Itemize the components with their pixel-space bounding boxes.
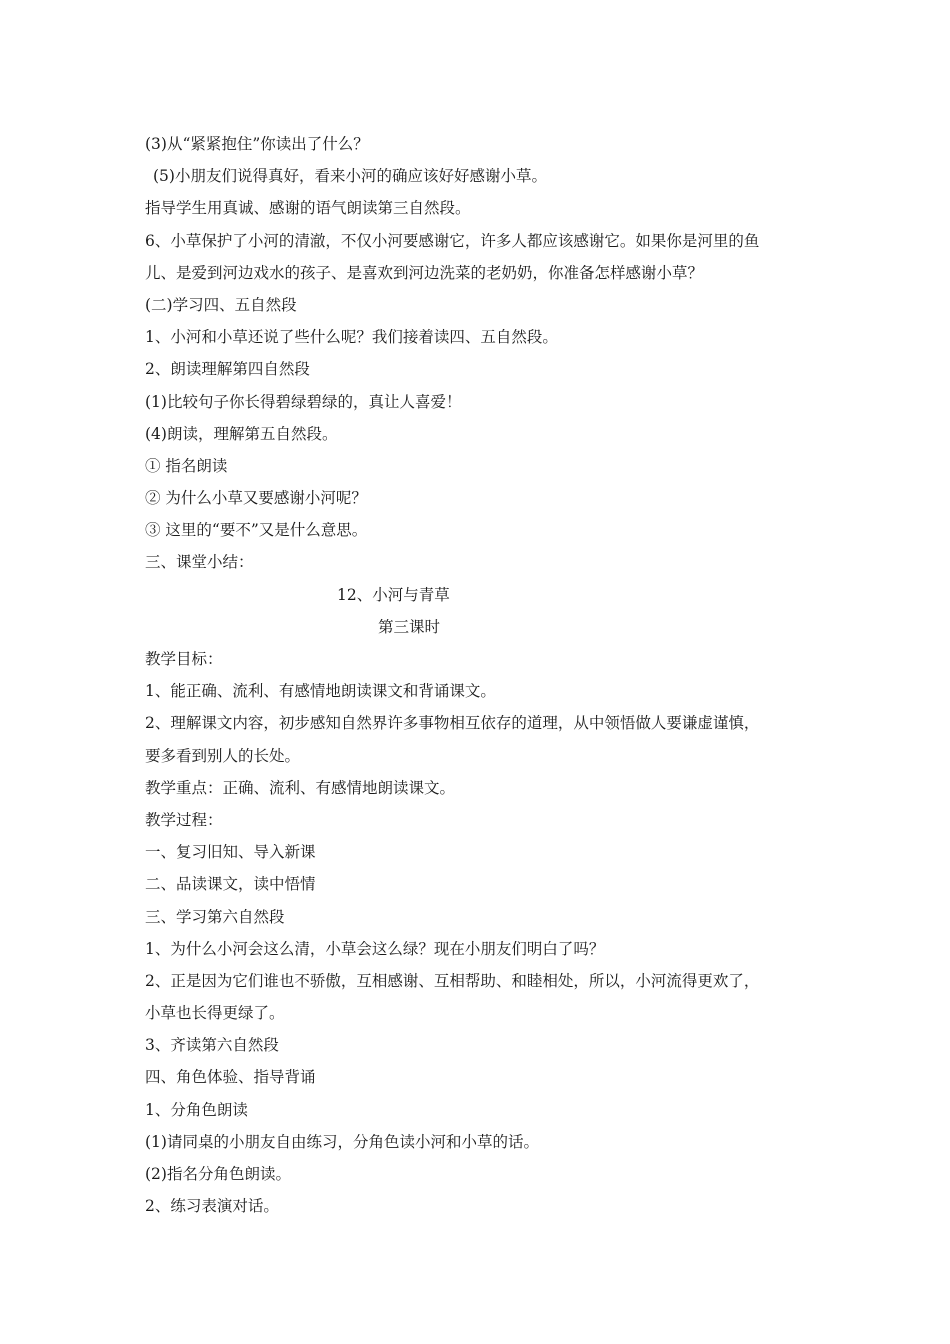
text-line: 小草也长得更绿了。 xyxy=(145,1004,285,1023)
text-line: 2、正是因为它们谁也不骄傲，互相感谢、互相帮助、和睦相处，所以，小河流得更欢了， xyxy=(145,971,760,990)
text-line: (2)指名分角色朗读。 xyxy=(145,1165,291,1183)
text-line: 1、小河和小草还说了些什么呢？我们接着读四、五自然段。 xyxy=(145,328,558,347)
text-line: (1)请同桌的小朋友自由练习，分角色读小河和小草的话。 xyxy=(145,1132,539,1151)
text-line: 儿、是爱到河边戏水的孩子、是喜欢到河边洗菜的老奶奶，你准备怎样感谢小草？ xyxy=(145,263,704,282)
text-line: 2、练习表演对话。 xyxy=(145,1197,279,1216)
section-heading: 三、课堂小结： xyxy=(145,553,254,572)
list-item: ① 指名朗读 xyxy=(145,456,228,475)
text-line: 3、齐读第六自然段 xyxy=(145,1036,279,1055)
text-line: 四、角色体验、指导背诵 xyxy=(145,1068,316,1087)
list-item: ③ 这里的“要不”又是什么意思。 xyxy=(145,521,368,540)
text-line: 1、能正确、流利、有感情地朗读课文和背诵课文。 xyxy=(145,682,496,701)
document-body xyxy=(145,128,815,1222)
text-line: (5)小朋友们说得真好，看来小河的确应该好好感谢小草。 xyxy=(153,167,547,186)
text-line: 2、朗读理解第四自然段 xyxy=(145,360,310,379)
text-line: 三、学习第六自然段 xyxy=(145,907,285,926)
section-heading: (二)学习四、五自然段 xyxy=(145,295,297,314)
list-item: ② 为什么小草又要感谢小河呢？ xyxy=(145,489,367,508)
text-line: (4)朗读，理解第五自然段。 xyxy=(145,424,338,443)
text-line: 二、品读课文，读中悟情 xyxy=(145,875,316,894)
text-line: 1、分角色朗读 xyxy=(145,1100,248,1119)
text-line: 一、复习旧知、导入新课 xyxy=(145,843,316,862)
section-heading: 教学过程： xyxy=(145,810,223,829)
lesson-subtitle: 第三课时 xyxy=(378,617,441,636)
section-heading: 教学目标： xyxy=(145,650,223,668)
text-line: 教学重点：正确、流利、有感情地朗读课文。 xyxy=(145,778,456,797)
lesson-title: 12、小河与青草 xyxy=(337,585,450,604)
text-line: 2、理解课文内容，初步感知自然界许多事物相互依存的道理，从中领悟做人要谦虚谨慎， xyxy=(145,714,760,733)
text-line: 6、小草保护了小河的清澈，不仅小河要感谢它，许多人都应该感谢它。如果你是河里的鱼 xyxy=(145,231,760,250)
text-line: 指导学生用真诚、感谢的语气朗读第三自然段。 xyxy=(145,199,471,218)
text-line: (1)比较句子你长得碧绿碧绿的，真让人喜爱！ xyxy=(145,392,462,411)
text-line: 要多看到别人的长处。 xyxy=(145,746,301,765)
text-line: (3)从“紧紧抱住”你读出了什么？ xyxy=(145,135,369,153)
text-line: 1、为什么小河会这么清，小草会这么绿？现在小朋友们明白了吗？ xyxy=(145,939,605,958)
